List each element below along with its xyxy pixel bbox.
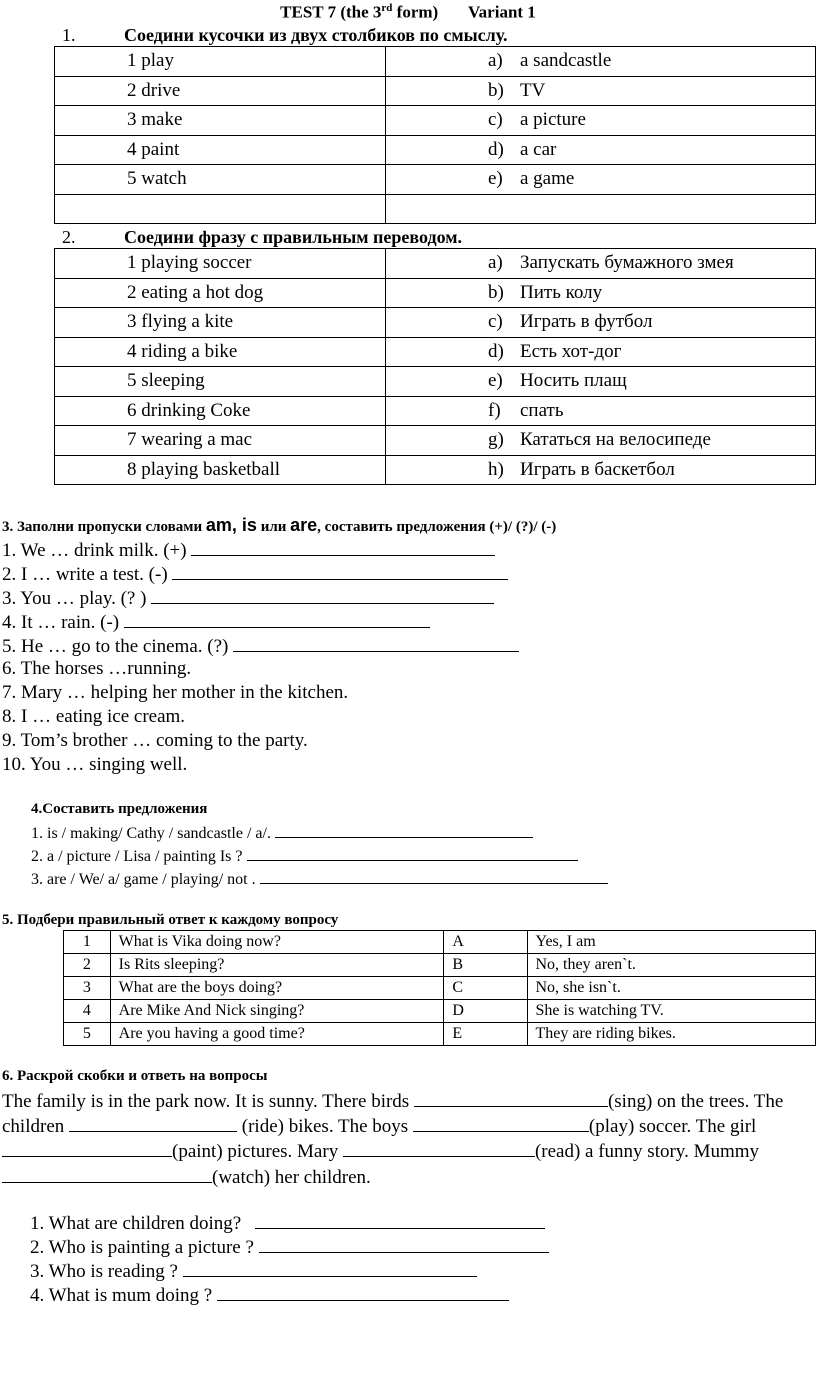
- exercise-text: 1. We … drink milk. (+): [2, 540, 187, 561]
- story-text: The family is in the park now. It is sunny. There birds: [2, 1091, 414, 1112]
- story-text: (play) soccer. The girl: [588, 1116, 757, 1138]
- row-number: 4: [64, 1000, 111, 1023]
- option-letter: b): [488, 281, 504, 303]
- question-cell: What is Vika doing now?: [110, 931, 444, 954]
- table-row: [55, 249, 816, 279]
- word-are: are: [290, 515, 318, 535]
- answer-blank[interactable]: [233, 634, 519, 652]
- story-text: (sing) on the trees. The children: [2, 1091, 784, 1138]
- table-cell: [386, 47, 816, 77]
- story-text: (ride) bikes. The boys: [237, 1116, 413, 1138]
- exercise-text: 5. He … go to the cinema. (?): [2, 636, 229, 657]
- section2-table: [54, 248, 816, 485]
- question-cell: Are you having a good time?: [110, 1023, 444, 1046]
- exercise-line: [31, 846, 578, 866]
- section2-heading: Соедини фразу с правильным переводом.: [124, 227, 463, 247]
- exercise-line: [2, 562, 508, 586]
- story-text: (read) a funny story. Mummy: [534, 1141, 760, 1163]
- section3-heading-text: 3. Заполни пропуски словами: [2, 519, 206, 535]
- table-row: [55, 396, 816, 426]
- answer-blank[interactable]: [275, 823, 533, 838]
- option-text: Играть в баскетбол: [520, 458, 675, 480]
- answer-blank[interactable]: [183, 1259, 477, 1277]
- table-cell: [386, 396, 816, 426]
- exercise-text: 2. I … write a test. (-): [2, 564, 168, 585]
- option-text: a game: [520, 168, 575, 190]
- option-letter: c): [488, 109, 503, 131]
- row-number: 3: [64, 977, 111, 1000]
- exercise-text: 3. are / We/ a/ game / playing/ not .: [31, 871, 256, 888]
- table-cell: [386, 367, 816, 397]
- question-line: [30, 1211, 545, 1235]
- table-row: [55, 367, 816, 397]
- letter-cell: E: [444, 1023, 527, 1046]
- letter-cell: D: [444, 1000, 527, 1023]
- table-cell: [386, 76, 816, 106]
- answer-blank[interactable]: [343, 1139, 535, 1157]
- section2-number: 2.: [62, 227, 76, 247]
- option-letter: d): [488, 340, 504, 362]
- section6-heading: 6. Раскрой скобки и ответь на вопросы: [2, 1068, 268, 1084]
- option-text: a car: [520, 138, 557, 160]
- exercise-line: 6. The horses …running.: [2, 658, 192, 679]
- word-am: am: [205, 515, 232, 535]
- question-cell: Is Rits sleeping?: [110, 954, 444, 977]
- answer-cell: Yes, I am: [527, 931, 816, 954]
- exercise-line: [2, 610, 430, 634]
- answer-cell: No, she isn`t.: [527, 977, 816, 1000]
- option-letter: g): [488, 429, 504, 451]
- question-line: [30, 1259, 477, 1283]
- question-text: 2. Who is painting a picture ?: [30, 1237, 254, 1258]
- answer-blank[interactable]: [172, 562, 508, 580]
- answer-blank[interactable]: [414, 1089, 608, 1107]
- exercise-text: 1. is / making/ Cathy / sandcastle / a/.: [31, 825, 271, 842]
- exercise-line: [31, 869, 608, 889]
- table-cell: [386, 455, 816, 485]
- section5-table: [63, 930, 816, 1046]
- row-number: 5: [64, 1023, 111, 1046]
- table-row: [55, 106, 816, 136]
- option-text: Есть хот-дог: [520, 340, 622, 362]
- table-cell: [386, 337, 816, 367]
- letter-cell: C: [444, 977, 527, 1000]
- table-cell: [386, 135, 816, 165]
- option-text: Пить колу: [520, 281, 603, 303]
- option-text: Кататься на велосипеде: [520, 429, 711, 451]
- question-text: 1. What are children doing?: [30, 1213, 242, 1234]
- exercise-text: 3. You … play. (? ): [2, 588, 147, 609]
- table-cell: 5 sleeping: [55, 367, 386, 397]
- answer-blank[interactable]: [260, 869, 608, 884]
- story-text: (paint) pictures. Mary: [172, 1141, 343, 1163]
- table-cell: 4 riding a bike: [55, 337, 386, 367]
- section1-table: [54, 46, 816, 224]
- option-text: TV: [520, 79, 546, 101]
- option-text: a sandcastle: [520, 50, 612, 72]
- table-row: [55, 426, 816, 456]
- answer-blank[interactable]: [217, 1283, 509, 1301]
- letter-cell: A: [444, 931, 527, 954]
- option-letter: a): [488, 50, 503, 72]
- option-text: a picture: [520, 109, 586, 131]
- answer-blank[interactable]: [2, 1165, 212, 1183]
- table-row: [55, 135, 816, 165]
- table-cell: 6 drinking Coke: [55, 396, 386, 426]
- table-cell: 3 make: [55, 106, 386, 136]
- table-row: [64, 931, 816, 954]
- table-row: [64, 1000, 816, 1023]
- table-cell: 2 drive: [55, 76, 386, 106]
- table-row: [55, 337, 816, 367]
- exercise-line: [31, 823, 533, 843]
- table-row-empty: [55, 194, 816, 224]
- table-cell: 8 playing basketball: [55, 455, 386, 485]
- option-letter: f): [488, 399, 501, 421]
- answer-blank[interactable]: [124, 610, 430, 628]
- table-cell: [386, 278, 816, 308]
- table-cell: [386, 106, 816, 136]
- table-cell: 5 watch: [55, 165, 386, 195]
- section1-number: 1.: [62, 25, 76, 45]
- table-row: [64, 1023, 816, 1046]
- title-superscript: rd: [381, 2, 393, 14]
- question-cell: Are Mike And Nick singing?: [110, 1000, 444, 1023]
- section1-heading: Соедини кусочки из двух столбиков по смыслу.: [124, 25, 508, 45]
- option-text: Носить плащ: [520, 370, 627, 392]
- question-text: 4. What is mum doing ?: [30, 1285, 213, 1306]
- answer-cell: They are riding bikes.: [527, 1023, 816, 1046]
- option-text: спать: [520, 399, 564, 421]
- comma: ,: [231, 515, 242, 535]
- letter-cell: B: [444, 954, 527, 977]
- story-text: (watch) her children.: [212, 1166, 371, 1188]
- table-cell: 3 flying a kite: [55, 308, 386, 338]
- table-row: [64, 954, 816, 977]
- question-text: 3. Who is reading ?: [30, 1261, 178, 1282]
- question-line: [30, 1235, 549, 1259]
- table-cell: 1 play: [55, 47, 386, 77]
- title-form: form): [392, 2, 439, 22]
- question-cell: What are the boys doing?: [110, 977, 444, 1000]
- section3-or: или: [256, 519, 291, 535]
- table-cell: [55, 194, 386, 224]
- answer-cell: No, they aren`t.: [527, 954, 816, 977]
- exercise-line: 8. I … eating ice cream.: [2, 706, 186, 727]
- exercise-line: [2, 586, 494, 610]
- table-row: [55, 278, 816, 308]
- page-title: [0, 2, 816, 23]
- table-row: [55, 455, 816, 485]
- answer-blank[interactable]: [69, 1114, 237, 1132]
- option-letter: h): [488, 458, 504, 480]
- section3-heading: [2, 515, 556, 536]
- table-cell: 2 eating a hot dog: [55, 278, 386, 308]
- title-variant: Variant 1: [467, 2, 536, 22]
- table-cell: [386, 426, 816, 456]
- section3-heading-tail: , составить предложения (+)/ (?)/ (-): [317, 519, 557, 535]
- exercise-line: [2, 538, 495, 562]
- section4-heading: 4.Составить предложения: [31, 801, 208, 817]
- exercise-line: [2, 634, 519, 658]
- option-letter: e): [488, 370, 503, 392]
- option-letter: a): [488, 252, 503, 274]
- row-number: 2: [64, 954, 111, 977]
- section5-heading: 5. Подбери правильный ответ к каждому вопросу: [2, 912, 339, 928]
- exercise-text: 4. It … rain. (-): [2, 612, 120, 633]
- title-text: TEST 7 (the 3: [280, 2, 382, 22]
- row-number: 1: [64, 931, 111, 954]
- table-row: [55, 76, 816, 106]
- answer-blank[interactable]: [247, 846, 578, 861]
- answer-blank[interactable]: [413, 1114, 589, 1132]
- answer-blank[interactable]: [2, 1139, 172, 1157]
- answer-blank[interactable]: [151, 586, 494, 604]
- answer-blank[interactable]: [191, 538, 495, 556]
- exercise-line: 10. You … singing well.: [2, 754, 188, 775]
- table-row: [64, 977, 816, 1000]
- table-cell: 4 paint: [55, 135, 386, 165]
- story-paragraph: [2, 1089, 814, 1190]
- option-text: Играть в футбол: [520, 311, 653, 333]
- exercise-text: 2. a / picture / Lisa / painting Is ?: [31, 848, 243, 865]
- option-text: Запускать бумажного змея: [520, 252, 734, 274]
- table-row: [55, 165, 816, 195]
- exercise-line: 7. Mary … helping her mother in the kitchen.: [2, 682, 349, 703]
- answer-blank[interactable]: [255, 1211, 545, 1229]
- table-cell: [386, 308, 816, 338]
- option-letter: c): [488, 311, 503, 333]
- table-cell: [386, 194, 816, 224]
- word-is: is: [241, 515, 257, 535]
- table-row: [55, 308, 816, 338]
- answer-cell: She is watching TV.: [527, 1000, 816, 1023]
- exercise-line: 9. Tom’s brother … coming to the party.: [2, 730, 308, 751]
- table-cell: [386, 165, 816, 195]
- table-cell: 7 wearing a mac: [55, 426, 386, 456]
- option-letter: d): [488, 138, 504, 160]
- question-line: [30, 1283, 509, 1307]
- table-cell: 1 playing soccer: [55, 249, 386, 279]
- answer-blank[interactable]: [259, 1235, 549, 1253]
- option-letter: e): [488, 168, 503, 190]
- table-row: [55, 47, 816, 77]
- option-letter: b): [488, 79, 504, 101]
- table-cell: [386, 249, 816, 279]
